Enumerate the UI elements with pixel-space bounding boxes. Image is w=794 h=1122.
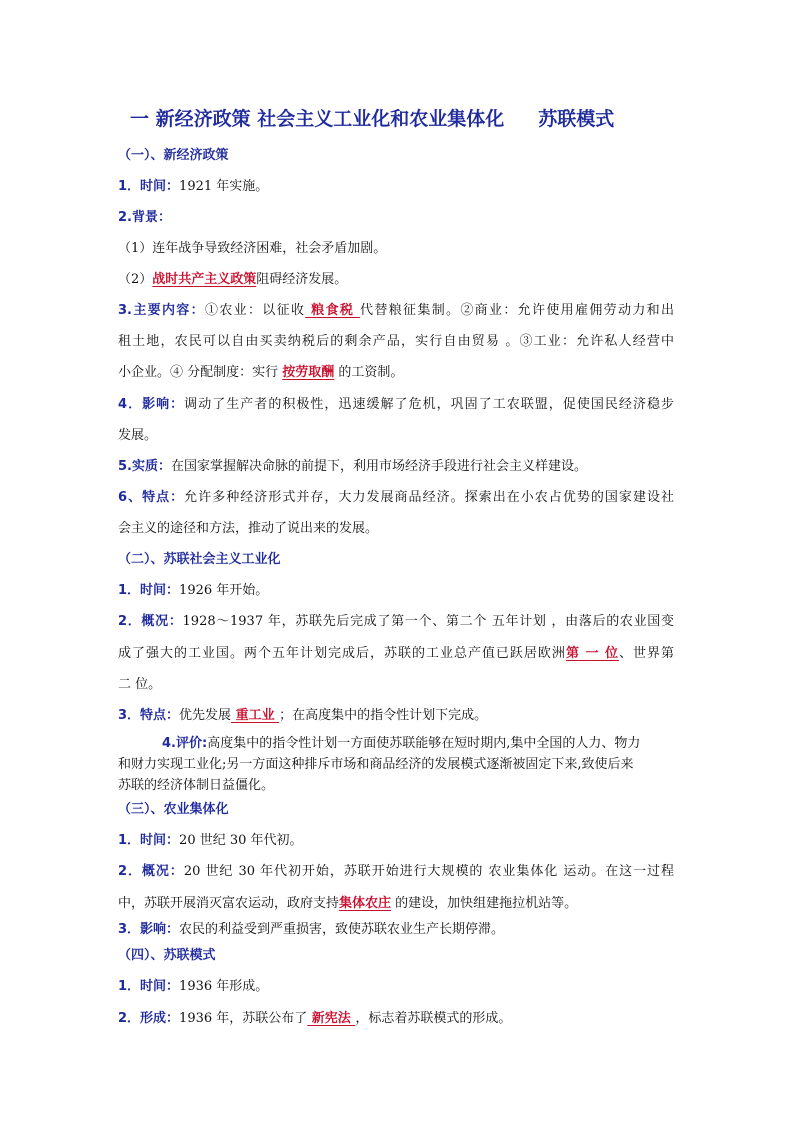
overview-l2b: 、世界第 xyxy=(618,646,674,661)
ind-feature-label: 3．特点： xyxy=(118,708,180,723)
content-l1b: 代替粮征集制。②商业：允许使用雇佣劳动力和出 xyxy=(360,303,674,318)
bg2-prefix: （2） xyxy=(118,272,153,287)
col-time xyxy=(118,831,303,851)
ind-feature xyxy=(118,706,487,726)
col-overview-line-2 xyxy=(118,894,577,914)
content-l3b: 的工资制。 xyxy=(334,365,404,380)
answer-new-constitution: 新宪法 xyxy=(307,1011,356,1026)
nep-feature-line-2: 会主义的途径和方法，推动了说出来的发展。 xyxy=(118,521,379,536)
col-overview-label: 2．概况： xyxy=(118,864,184,879)
ind-eval-line-3: 苏联的经济体制日益僵化。 xyxy=(118,778,275,793)
ind-time-text: 1926 年开始。 xyxy=(179,583,269,598)
model-time xyxy=(118,977,268,997)
ind-overview-label: 2．概况： xyxy=(118,614,183,629)
ind-overview-line-3: 二 位。 xyxy=(118,677,162,692)
nep-content-label: 3.主要内容： xyxy=(118,303,205,318)
ind-eval-line-2: 和财力实现工业化;另一方面这种排斥市场和商品经济的发展模式逐渐被固定下来,致使后来 xyxy=(118,757,634,772)
answer-first-place: 第 一 位 xyxy=(565,646,619,661)
model-form-pre: 1936 年，苏联公布了 xyxy=(179,1011,308,1026)
nep-background-item-1: （1）连年战争导致经济困难，社会矛盾加剧。 xyxy=(118,241,387,256)
nep-impact-line-1 xyxy=(118,395,674,415)
essence-text: 在国家掌握解决命脉的前提下，利用市场经济手段进行社会主义样建设。 xyxy=(170,459,587,474)
nep-essence xyxy=(118,457,587,477)
model-time-text: 1936 年形成。 xyxy=(179,979,269,994)
ind-feature-pre: 优先发展 xyxy=(179,708,232,723)
title-main: 一 新经济政策 社会主义工业化和农业集体化 xyxy=(130,108,505,130)
col-overview-l2b: 的建设，加快组建拖拉机站等。 xyxy=(391,896,578,911)
col-impact-label: 3．影响： xyxy=(118,922,180,937)
title-suffix: 苏联模式 xyxy=(538,108,615,130)
section-heading-industrialization: （二）、苏联社会主义工业化 xyxy=(118,552,281,567)
ind-time-label: 1．时间： xyxy=(118,583,180,598)
nep-content-line-3 xyxy=(118,363,403,383)
nep-feature-line-1 xyxy=(118,488,674,508)
answer-collective-farm: 集体农庄 xyxy=(339,896,392,911)
nep-time-label: 1．时间： xyxy=(118,179,180,194)
nep-background-item-2 xyxy=(118,270,347,290)
col-overview-l1: 20 世纪 30 年代初开始，苏联开始进行大规模的 农业集体化 运动。在这一过程 xyxy=(183,864,675,879)
nep-content-line-2: 租土地，农民可以自由买卖纳税后的剩余产品，实行自由贸易 。③工业：允许私人经营中 xyxy=(118,334,674,349)
ind-overview-line-1 xyxy=(118,612,674,632)
content-l3a: 小企业。④ 分配制度：实行 xyxy=(118,365,283,380)
col-overview-line-1 xyxy=(118,862,674,882)
answer-grain-tax: 粮食税 xyxy=(305,303,361,318)
nep-feature-label: 6、特点： xyxy=(118,490,185,505)
nep-impact-line-2: 发展。 xyxy=(118,428,158,443)
section-heading-nep: （一）、新经济政策 xyxy=(118,148,229,163)
col-time-label: 1．时间： xyxy=(118,833,180,848)
nep-background-label: 2.背景： xyxy=(118,210,171,225)
col-overview-l2a: 中，苏联开展消灭富农运动，政府支持 xyxy=(118,896,340,911)
ind-eval-label: 4.评价: xyxy=(162,736,208,751)
model-formation xyxy=(118,1009,511,1029)
feature-l1: 允许多种经济形式并存，大力发展商品经济。探索出在小农占优势的国家建设社 xyxy=(184,490,674,505)
section-heading-soviet-model: （四）、苏联模式 xyxy=(118,948,216,963)
nep-content-line-1 xyxy=(118,301,674,321)
nep-essence-label: 5.实质： xyxy=(118,459,171,474)
ind-time xyxy=(118,581,268,601)
section-heading-collectivization: （三）、农业集体化 xyxy=(118,802,229,817)
model-time-label: 1．时间： xyxy=(118,979,180,994)
content-l1a: ①农业：以征收 xyxy=(204,303,306,318)
eval-l1: 高度集中的指令性计划一方面使苏联能够在短时期内,集中全国的人力、物力 xyxy=(207,736,641,751)
ind-feature-post: ；在高度集中的指令性计划下完成。 xyxy=(279,708,488,723)
col-impact-text: 农民的利益受到严重损害，致使苏联农业生产长期停滞。 xyxy=(179,922,505,937)
col-time-text: 20 世纪 30 年代初。 xyxy=(179,833,303,848)
overview-l2a: 成了强大的工业国。两个五年计划完成后，苏联的工业总产值已跃居欧洲 xyxy=(118,646,566,661)
nep-time xyxy=(118,177,268,197)
nep-impact-label: 4．影响： xyxy=(118,397,185,412)
ind-overview-line-2 xyxy=(118,644,674,664)
nep-time-text: 1921 年实施。 xyxy=(179,179,269,194)
overview-l1: 1928～1937 年，苏联先后完成了第一个、第二个 五年计划 ，由落后的农业国变 xyxy=(182,614,675,629)
answer-heavy-industry: 重工业 xyxy=(231,708,280,723)
impact-l1: 调动了生产者的积极性，迅速缓解了危机，巩固了工农联盟，促使国民经济稳步 xyxy=(184,397,674,412)
answer-war-communism: 战时共产主义政策 xyxy=(152,272,257,287)
ind-eval-line-1 xyxy=(162,733,640,754)
model-formation-label: 2．形成： xyxy=(118,1011,180,1026)
col-impact xyxy=(118,920,504,940)
answer-pay-by-work: 按劳取酬 xyxy=(282,365,335,380)
page-title xyxy=(130,104,614,131)
model-form-post: ，标志着苏联模式的形成。 xyxy=(355,1011,512,1026)
bg2-suffix: 阻碍经济发展。 xyxy=(256,272,348,287)
